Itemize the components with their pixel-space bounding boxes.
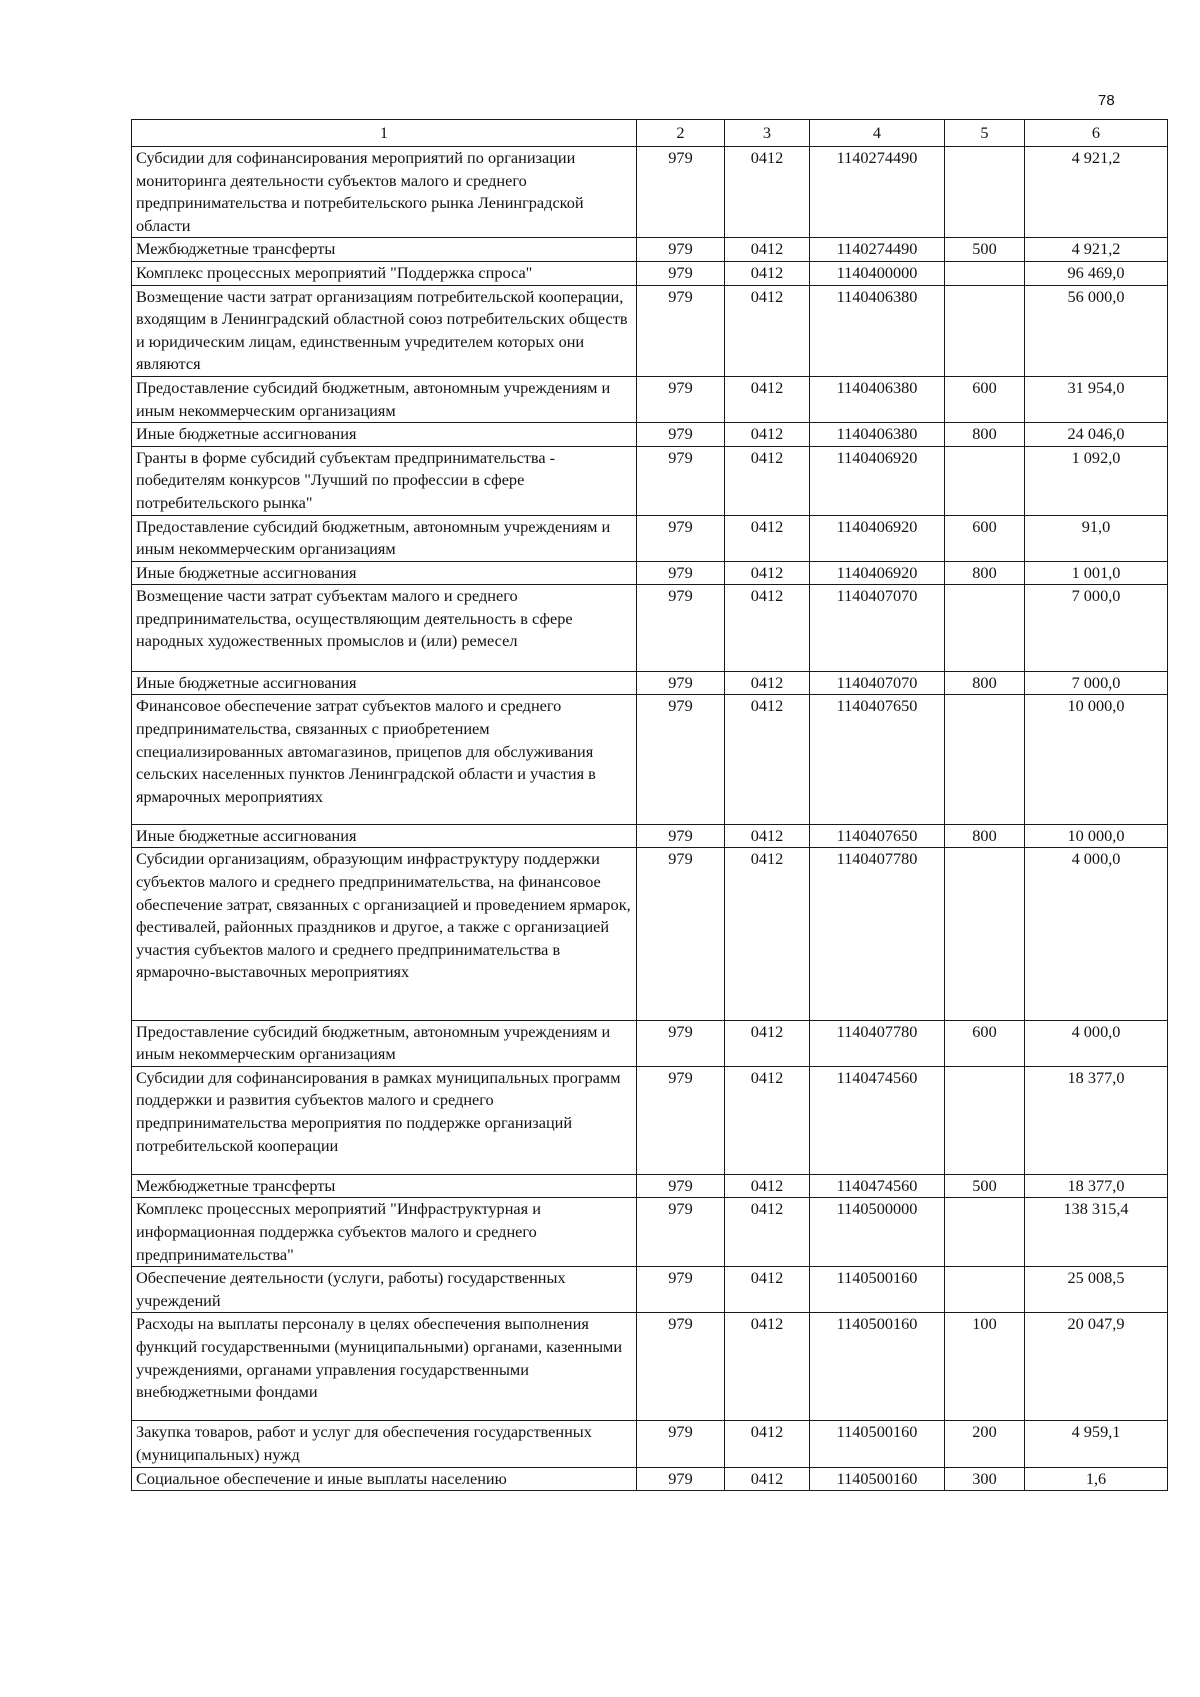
section-code-cell: 0412 — [725, 1174, 810, 1198]
target-article-cell: 1140500160 — [810, 1313, 945, 1421]
expenditure-name-cell: Закупка товаров, работ и услуг для обеспечения государственных (муниципальных) нужд — [132, 1421, 637, 1467]
section-code-cell: 0412 — [725, 1421, 810, 1467]
table-row — [132, 1174, 1168, 1198]
target-article-cell: 1140406920 — [810, 515, 945, 561]
expenditure-name-cell: Иные бюджетные ассигнования — [132, 671, 637, 695]
expenditure-name-cell: Комплекс процессных мероприятий "Поддержка спроса" — [132, 261, 637, 285]
amount-cell: 4 921,2 — [1025, 147, 1168, 238]
table-row — [132, 285, 1168, 376]
expense-type-cell — [945, 848, 1025, 1020]
amount-cell: 18 377,0 — [1025, 1174, 1168, 1198]
expense-type-cell: 600 — [945, 1020, 1025, 1066]
target-article-cell: 1140400000 — [810, 261, 945, 285]
table-row — [132, 1198, 1168, 1267]
section-code-cell: 0412 — [725, 561, 810, 585]
expenditure-name-cell: Обеспечение деятельности (услуги, работы) государственных учреждений — [132, 1267, 637, 1313]
expenditure-name-cell: Субсидии для софинансирования в рамках муниципальных программ поддержки и развития субъектов малого и среднего предпринимательства мероприятия по поддержке организаций потребительской кооперации — [132, 1066, 637, 1174]
department-code-cell: 979 — [637, 1467, 725, 1491]
target-article-cell: 1140407650 — [810, 695, 945, 824]
expenditure-name-cell: Иные бюджетные ассигнования — [132, 824, 637, 848]
department-code-cell: 979 — [637, 1066, 725, 1174]
table-row — [132, 238, 1168, 262]
expense-type-cell — [945, 1267, 1025, 1313]
target-article-cell: 1140407070 — [810, 585, 945, 672]
table-row — [132, 147, 1168, 238]
amount-cell: 10 000,0 — [1025, 695, 1168, 824]
column-header: 2 — [637, 120, 725, 147]
table-row — [132, 561, 1168, 585]
expense-type-cell — [945, 147, 1025, 238]
target-article-cell: 1140274490 — [810, 238, 945, 262]
target-article-cell: 1140500160 — [810, 1267, 945, 1313]
section-code-cell: 0412 — [725, 1066, 810, 1174]
section-code-cell: 0412 — [725, 147, 810, 238]
target-article-cell: 1140407650 — [810, 824, 945, 848]
expense-type-cell: 300 — [945, 1467, 1025, 1491]
expense-type-cell — [945, 446, 1025, 515]
expenditure-name-cell: Предоставление субсидий бюджетным, автономным учреждениям и иным некоммерческим организациям — [132, 515, 637, 561]
amount-cell: 4 000,0 — [1025, 848, 1168, 1020]
section-code-cell: 0412 — [725, 848, 810, 1020]
amount-cell: 1 001,0 — [1025, 561, 1168, 585]
target-article-cell: 1140500000 — [810, 1198, 945, 1267]
amount-cell: 1,6 — [1025, 1467, 1168, 1491]
target-article-cell: 1140406920 — [810, 446, 945, 515]
section-code-cell: 0412 — [725, 585, 810, 672]
table-row — [132, 671, 1168, 695]
table-row — [132, 261, 1168, 285]
target-article-cell: 1140474560 — [810, 1174, 945, 1198]
target-article-cell: 1140407780 — [810, 848, 945, 1020]
expenditure-name-cell: Возмещение части затрат организациям потребительской кооперации, входящим в Ленинградский областной союз потребительских обществ и юридическим лицам, единственным учредителем которых они являются — [132, 285, 637, 376]
table-row — [132, 848, 1168, 1020]
expenditure-name-cell: Предоставление субсидий бюджетным, автономным учреждениям и иным некоммерческим организациям — [132, 376, 637, 422]
amount-cell: 1 092,0 — [1025, 446, 1168, 515]
department-code-cell: 979 — [637, 238, 725, 262]
department-code-cell: 979 — [637, 695, 725, 824]
department-code-cell: 979 — [637, 1020, 725, 1066]
target-article-cell: 1140406380 — [810, 285, 945, 376]
expenditure-name-cell: Иные бюджетные ассигнования — [132, 423, 637, 447]
department-code-cell: 979 — [637, 285, 725, 376]
table-row — [132, 695, 1168, 824]
department-code-cell: 979 — [637, 1174, 725, 1198]
section-code-cell: 0412 — [725, 824, 810, 848]
expense-type-cell — [945, 1198, 1025, 1267]
department-code-cell: 979 — [637, 423, 725, 447]
expense-type-cell — [945, 585, 1025, 672]
expenditure-name-cell: Иные бюджетные ассигнования — [132, 561, 637, 585]
expense-type-cell: 500 — [945, 1174, 1025, 1198]
table-row — [132, 376, 1168, 422]
table-row — [132, 1020, 1168, 1066]
expenditure-name-cell: Субсидии организациям, образующим инфраструктуру поддержки субъектов малого и среднего предпринимательства, на финансовое обеспечение затрат, связанных с организацией и проведением ярмарок, фестивалей, районных праздников и другое, а также с организацией участия субъектов малого и среднего предпринимательства в ярмарочно-выставочных мероприятиях — [132, 848, 637, 1020]
target-article-cell: 1140406380 — [810, 376, 945, 422]
section-code-cell: 0412 — [725, 671, 810, 695]
department-code-cell: 979 — [637, 1267, 725, 1313]
expenditure-name-cell: Комплекс процессных мероприятий "Инфраструктурная и информационная поддержка субъектов малого и среднего предпринимательства" — [132, 1198, 637, 1267]
table-row — [132, 824, 1168, 848]
target-article-cell: 1140500160 — [810, 1421, 945, 1467]
expense-type-cell: 600 — [945, 376, 1025, 422]
page-number: 78 — [1098, 92, 1115, 109]
amount-cell: 18 377,0 — [1025, 1066, 1168, 1174]
department-code-cell: 979 — [637, 848, 725, 1020]
table-row — [132, 585, 1168, 672]
expense-type-cell: 200 — [945, 1421, 1025, 1467]
amount-cell: 4 000,0 — [1025, 1020, 1168, 1066]
expense-type-cell: 800 — [945, 561, 1025, 585]
table-row — [132, 446, 1168, 515]
expense-type-cell: 100 — [945, 1313, 1025, 1421]
section-code-cell: 0412 — [725, 1267, 810, 1313]
table-row — [132, 1313, 1168, 1421]
department-code-cell: 979 — [637, 824, 725, 848]
table-row — [132, 1066, 1168, 1174]
expenditure-name-cell: Гранты в форме субсидий субъектам предпринимательства - победителям конкурсов "Лучший по профессии в сфере потребительского рынка" — [132, 446, 637, 515]
expense-type-cell — [945, 695, 1025, 824]
amount-cell: 56 000,0 — [1025, 285, 1168, 376]
section-code-cell: 0412 — [725, 376, 810, 422]
department-code-cell: 979 — [637, 1313, 725, 1421]
expense-type-cell: 600 — [945, 515, 1025, 561]
department-code-cell: 979 — [637, 376, 725, 422]
section-code-cell: 0412 — [725, 423, 810, 447]
target-article-cell: 1140406380 — [810, 423, 945, 447]
column-header: 5 — [945, 120, 1025, 147]
expense-type-cell — [945, 261, 1025, 285]
budget-table — [131, 119, 1168, 1491]
amount-cell: 7 000,0 — [1025, 671, 1168, 695]
expenditure-name-cell: Финансовое обеспечение затрат субъектов малого и среднего предпринимательства, связанных с приобретением специализированных автомагазинов, прицепов для обслуживания сельских населенных пунктов Ленинградской области и участия в ярмарочных мероприятиях — [132, 695, 637, 824]
amount-cell: 20 047,9 — [1025, 1313, 1168, 1421]
table-row — [132, 1421, 1168, 1467]
section-code-cell: 0412 — [725, 1467, 810, 1491]
target-article-cell: 1140407780 — [810, 1020, 945, 1066]
section-code-cell: 0412 — [725, 261, 810, 285]
amount-cell: 138 315,4 — [1025, 1198, 1168, 1267]
target-article-cell: 1140500160 — [810, 1467, 945, 1491]
department-code-cell: 979 — [637, 671, 725, 695]
expenditure-name-cell: Межбюджетные трансферты — [132, 1174, 637, 1198]
department-code-cell: 979 — [637, 515, 725, 561]
expenditure-name-cell: Расходы на выплаты персоналу в целях обеспечения выполнения функций государственными (муниципальными) органами, казенными учреждениями, органами управления государственными внебюджетными фондами — [132, 1313, 637, 1421]
target-article-cell: 1140474560 — [810, 1066, 945, 1174]
expense-type-cell: 500 — [945, 238, 1025, 262]
amount-cell: 7 000,0 — [1025, 585, 1168, 672]
table-header-row — [132, 120, 1168, 147]
target-article-cell: 1140407070 — [810, 671, 945, 695]
table-row — [132, 423, 1168, 447]
section-code-cell: 0412 — [725, 515, 810, 561]
section-code-cell: 0412 — [725, 238, 810, 262]
department-code-cell: 979 — [637, 585, 725, 672]
expense-type-cell — [945, 1066, 1025, 1174]
column-header: 6 — [1025, 120, 1168, 147]
amount-cell: 25 008,5 — [1025, 1267, 1168, 1313]
expenditure-name-cell: Возмещение части затрат субъектам малого и среднего предпринимательства, осуществляющим деятельность в сфере народных художественных промыслов и (или) ремесел — [132, 585, 637, 672]
department-code-cell: 979 — [637, 561, 725, 585]
expense-type-cell: 800 — [945, 671, 1025, 695]
target-article-cell: 1140406920 — [810, 561, 945, 585]
section-code-cell: 0412 — [725, 695, 810, 824]
expense-type-cell: 800 — [945, 423, 1025, 447]
section-code-cell: 0412 — [725, 1198, 810, 1267]
table-body — [132, 147, 1168, 1491]
department-code-cell: 979 — [637, 1421, 725, 1467]
expense-type-cell — [945, 285, 1025, 376]
amount-cell: 4 921,2 — [1025, 238, 1168, 262]
department-code-cell: 979 — [637, 147, 725, 238]
expenditure-name-cell: Социальное обеспечение и иные выплаты населению — [132, 1467, 637, 1491]
amount-cell: 91,0 — [1025, 515, 1168, 561]
section-code-cell: 0412 — [725, 1313, 810, 1421]
expenditure-name-cell: Субсидии для софинансирования мероприятий по организации мониторинга деятельности субъектов малого и среднего предпринимательства и потребительского рынка Ленинградской области — [132, 147, 637, 238]
section-code-cell: 0412 — [725, 1020, 810, 1066]
column-header: 3 — [725, 120, 810, 147]
expenditure-name-cell: Предоставление субсидий бюджетным, автономным учреждениям и иным некоммерческим организациям — [132, 1020, 637, 1066]
department-code-cell: 979 — [637, 446, 725, 515]
department-code-cell: 979 — [637, 261, 725, 285]
section-code-cell: 0412 — [725, 285, 810, 376]
section-code-cell: 0412 — [725, 446, 810, 515]
amount-cell: 24 046,0 — [1025, 423, 1168, 447]
column-header: 4 — [810, 120, 945, 147]
table-row — [132, 1467, 1168, 1491]
amount-cell: 31 954,0 — [1025, 376, 1168, 422]
expenditure-name-cell: Межбюджетные трансферты — [132, 238, 637, 262]
amount-cell: 4 959,1 — [1025, 1421, 1168, 1467]
column-header: 1 — [132, 120, 637, 147]
amount-cell: 10 000,0 — [1025, 824, 1168, 848]
amount-cell: 96 469,0 — [1025, 261, 1168, 285]
table-row — [132, 1267, 1168, 1313]
target-article-cell: 1140274490 — [810, 147, 945, 238]
department-code-cell: 979 — [637, 1198, 725, 1267]
table-row — [132, 515, 1168, 561]
expense-type-cell: 800 — [945, 824, 1025, 848]
